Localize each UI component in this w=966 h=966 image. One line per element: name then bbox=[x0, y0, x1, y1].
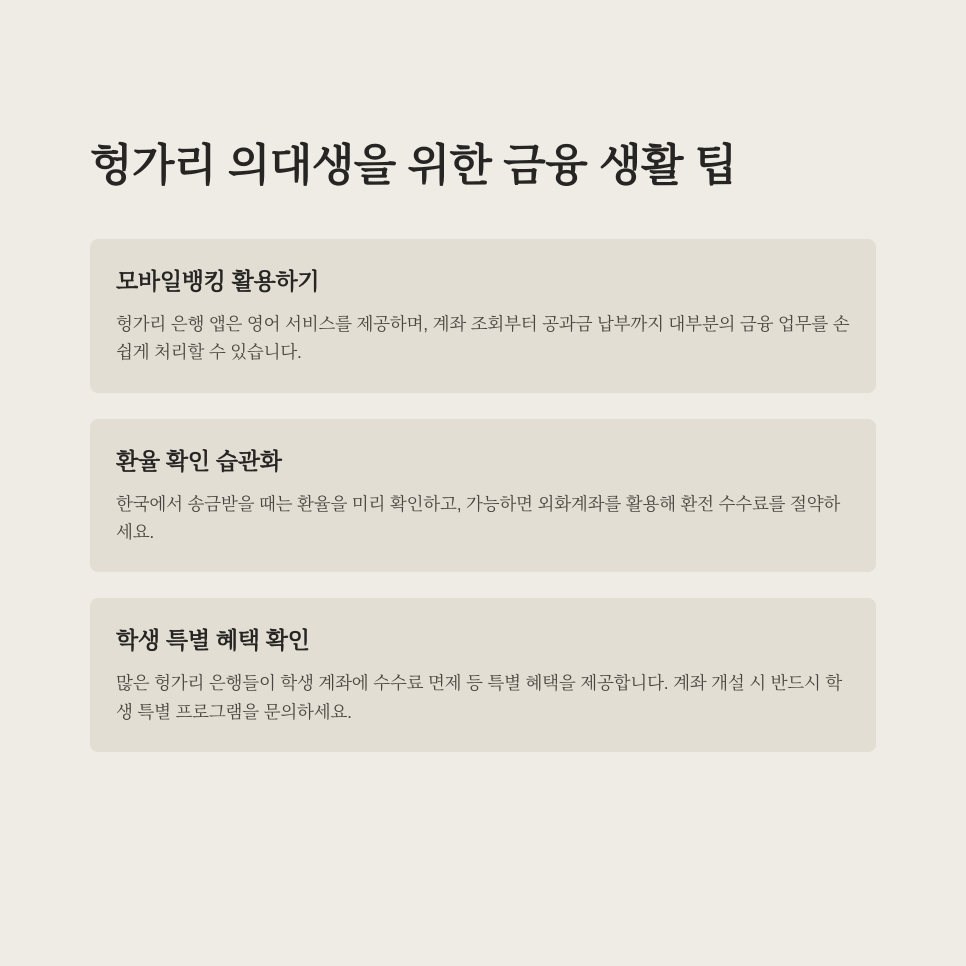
page-title: 헝가리 의대생을 위한 금융 생활 팁 bbox=[90, 141, 737, 190]
list-item bbox=[90, 239, 876, 393]
list-item bbox=[90, 598, 876, 752]
tip-heading: 모바일뱅킹 활용하기 bbox=[116, 268, 320, 294]
tip-heading: 환율 확인 습관화 bbox=[116, 447, 282, 474]
tips-list bbox=[90, 239, 876, 752]
list-item bbox=[90, 419, 876, 573]
tip-heading: 학생 특별 혜택 확인 bbox=[116, 627, 310, 654]
tip-body: 헝가리 은행 앱은 영어 서비스를 제공하며, 계좌 조회부터 공과금 납부까지 대부분의 금융 업무를 손쉽게 처리할 수 있습니다. bbox=[116, 314, 850, 363]
tip-body: 한국에서 송금받을 때는 환율을 미리 확인하고, 가능하면 외화계좌를 활용해 환전 수수료를 절약하세요. bbox=[116, 493, 841, 543]
tip-body: 많은 헝가리 은행들이 학생 계좌에 수수료 면제 등 특별 혜택을 제공합니다. 계좌 개설 시 반드시 학생 특별 프로그램을 문의하세요. bbox=[116, 673, 843, 722]
